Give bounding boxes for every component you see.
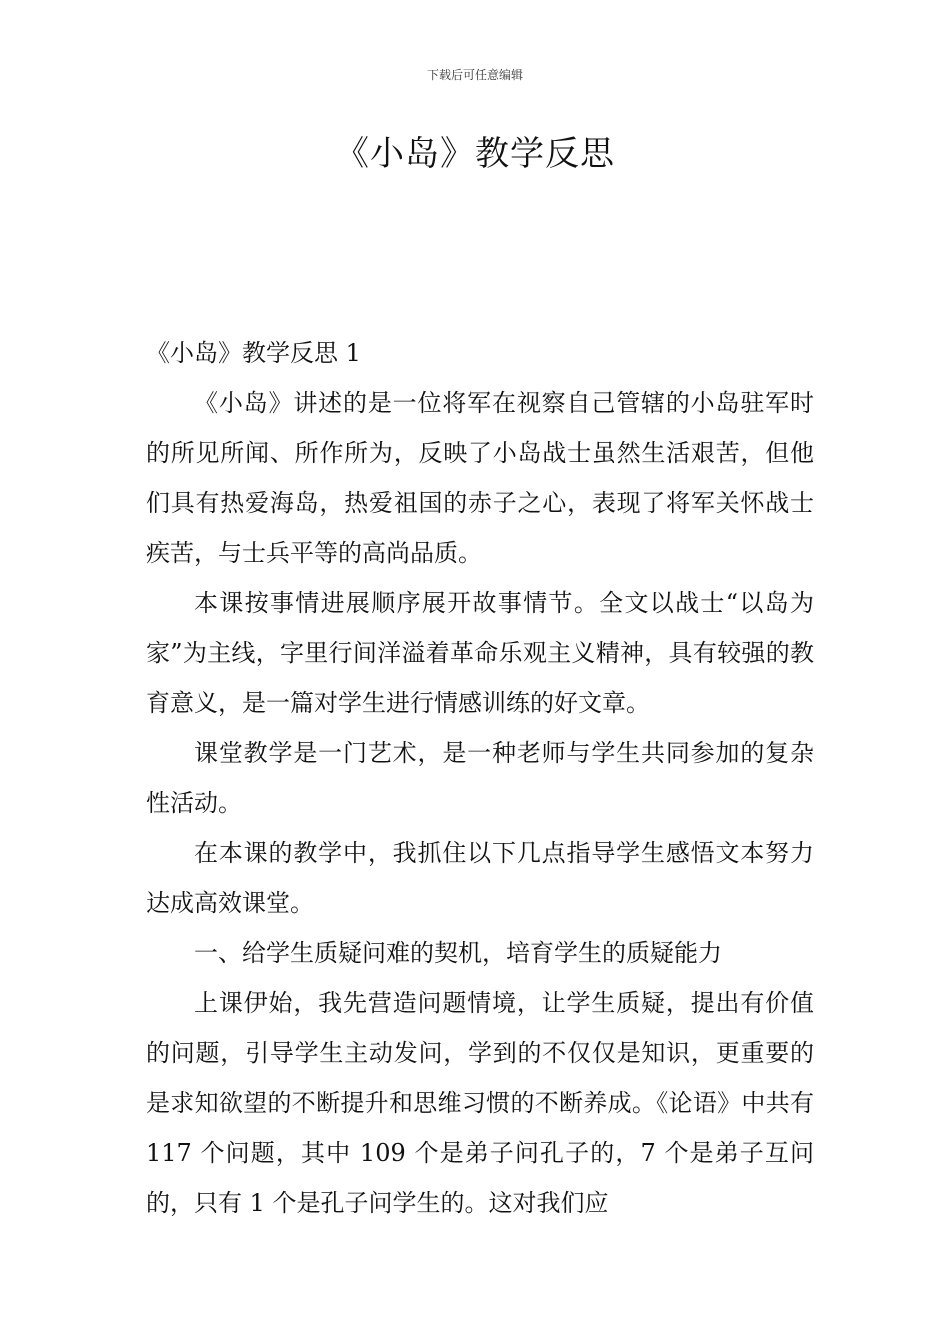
paragraph-teaching-art: 课堂教学是一门艺术，是一种老师与学生共同参加的复杂性活动。 [146,739,814,817]
page-header-note: 下载后可任意编辑 [426,68,523,82]
section-heading: 《小岛》教学反思 1 [146,339,361,367]
document-title: 《小岛》教学反思 [335,134,615,174]
paragraph-point-one-heading: 一、给学生质疑问难的契机，培育学生的质疑能力 [194,939,722,967]
paragraph-structure: 本课按事情进展顺序展开故事情节。全文以战士“以岛为家”为主线，字里行间洋溢着革命乐观主义精神，具有较强的教育意义，是一篇对学生进行情感训练的好文章。 [146,589,814,717]
paragraph-questioning: 上课伊始，我先营造问题情境，让学生质疑，提出有价值的问题，引导学生主动发问，学到的不仅仅是知识，更重要的是求知欲望的不断提升和思维习惯的不断养成。《论语》中共有 117 个问题，其中 109 个是弟子问孔子的，7 个是弟子互问的，只有 1 个是孔子问学生的。这对我们应 [146,989,814,1217]
paragraph-key-points: 在本课的教学中，我抓住以下几点指导学生感悟文本努力达成高效课堂。 [146,839,814,917]
paragraph-intro: 《小岛》讲述的是一位将军在视察自己管辖的小岛驻军时的所见所闻、所作所为，反映了小岛战士虽然生活艰苦，但他们具有热爱海岛，热爱祖国的赤子之心，表现了将军关怀战士疾苦，与士兵平等的高尚品质。 [146,389,814,567]
document-body [146,328,814,1228]
